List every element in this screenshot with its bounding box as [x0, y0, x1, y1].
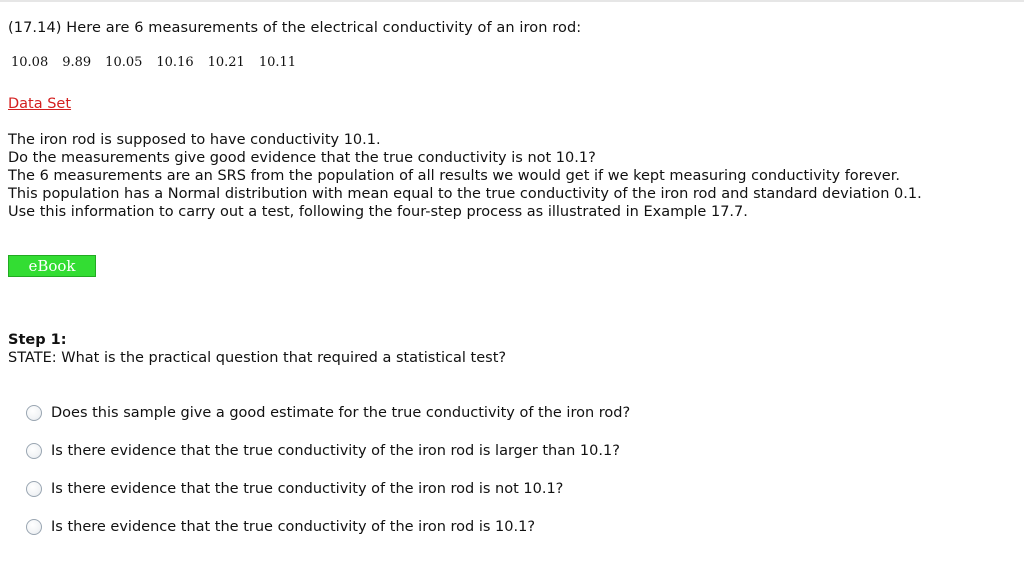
- question-title: (17.14) Here are 6 measurements of the electrical conductivity of an iron rod:: [8, 20, 582, 36]
- description-line: Do the measurements give good evidence that the true conductivity is not 10.1?: [8, 150, 596, 166]
- description-line: This population has a Normal distribution with mean equal to the true conductivity of the iron rod and standard deviation 0.1.: [8, 186, 922, 202]
- step-prompt: STATE: What is the practical question that required a statistical test?: [8, 350, 507, 366]
- top-divider: [0, 0, 1024, 2]
- data-set-link[interactable]: Data Set: [8, 96, 72, 112]
- description-line: The iron rod is supposed to have conductivity 10.1.: [8, 132, 381, 148]
- step-label: Step 1:: [8, 332, 67, 348]
- answer-options: [26, 394, 630, 546]
- option-label[interactable]: Does this sample give a good estimate for the true conductivity of the iron rod?: [51, 405, 631, 421]
- radio-button[interactable]: [26, 405, 42, 421]
- measurement-value: 10.11: [258, 55, 297, 70]
- option-label[interactable]: Is there evidence that the true conductivity of the iron rod is larger than 10.1?: [51, 443, 620, 459]
- measurement-value: 10.08: [11, 55, 49, 70]
- measurement-value: 10.05: [105, 55, 143, 70]
- measurement-value: 10.16: [156, 55, 194, 70]
- answer-option[interactable]: [26, 394, 630, 432]
- answer-option[interactable]: [26, 470, 630, 508]
- measurements-list: [11, 55, 310, 70]
- measurement-value: 10.21: [207, 55, 245, 70]
- measurement-value: 9.89: [62, 55, 92, 70]
- description-line: Use this information to carry out a test, following the four-step process as illustrated in Example 17.7.: [8, 204, 748, 220]
- option-label[interactable]: Is there evidence that the true conductivity of the iron rod is not 10.1?: [51, 481, 564, 497]
- radio-button[interactable]: [26, 481, 42, 497]
- answer-option[interactable]: [26, 432, 630, 470]
- option-label[interactable]: Is there evidence that the true conductivity of the iron rod is 10.1?: [51, 519, 536, 535]
- answer-option[interactable]: [26, 508, 630, 546]
- radio-button[interactable]: [26, 519, 42, 535]
- radio-button[interactable]: [26, 443, 42, 459]
- ebook-button[interactable]: eBook: [8, 255, 96, 277]
- question-description: [8, 131, 922, 221]
- description-line: The 6 measurements are an SRS from the population of all results we would get if we kept measuring conductivity forever.: [8, 168, 900, 184]
